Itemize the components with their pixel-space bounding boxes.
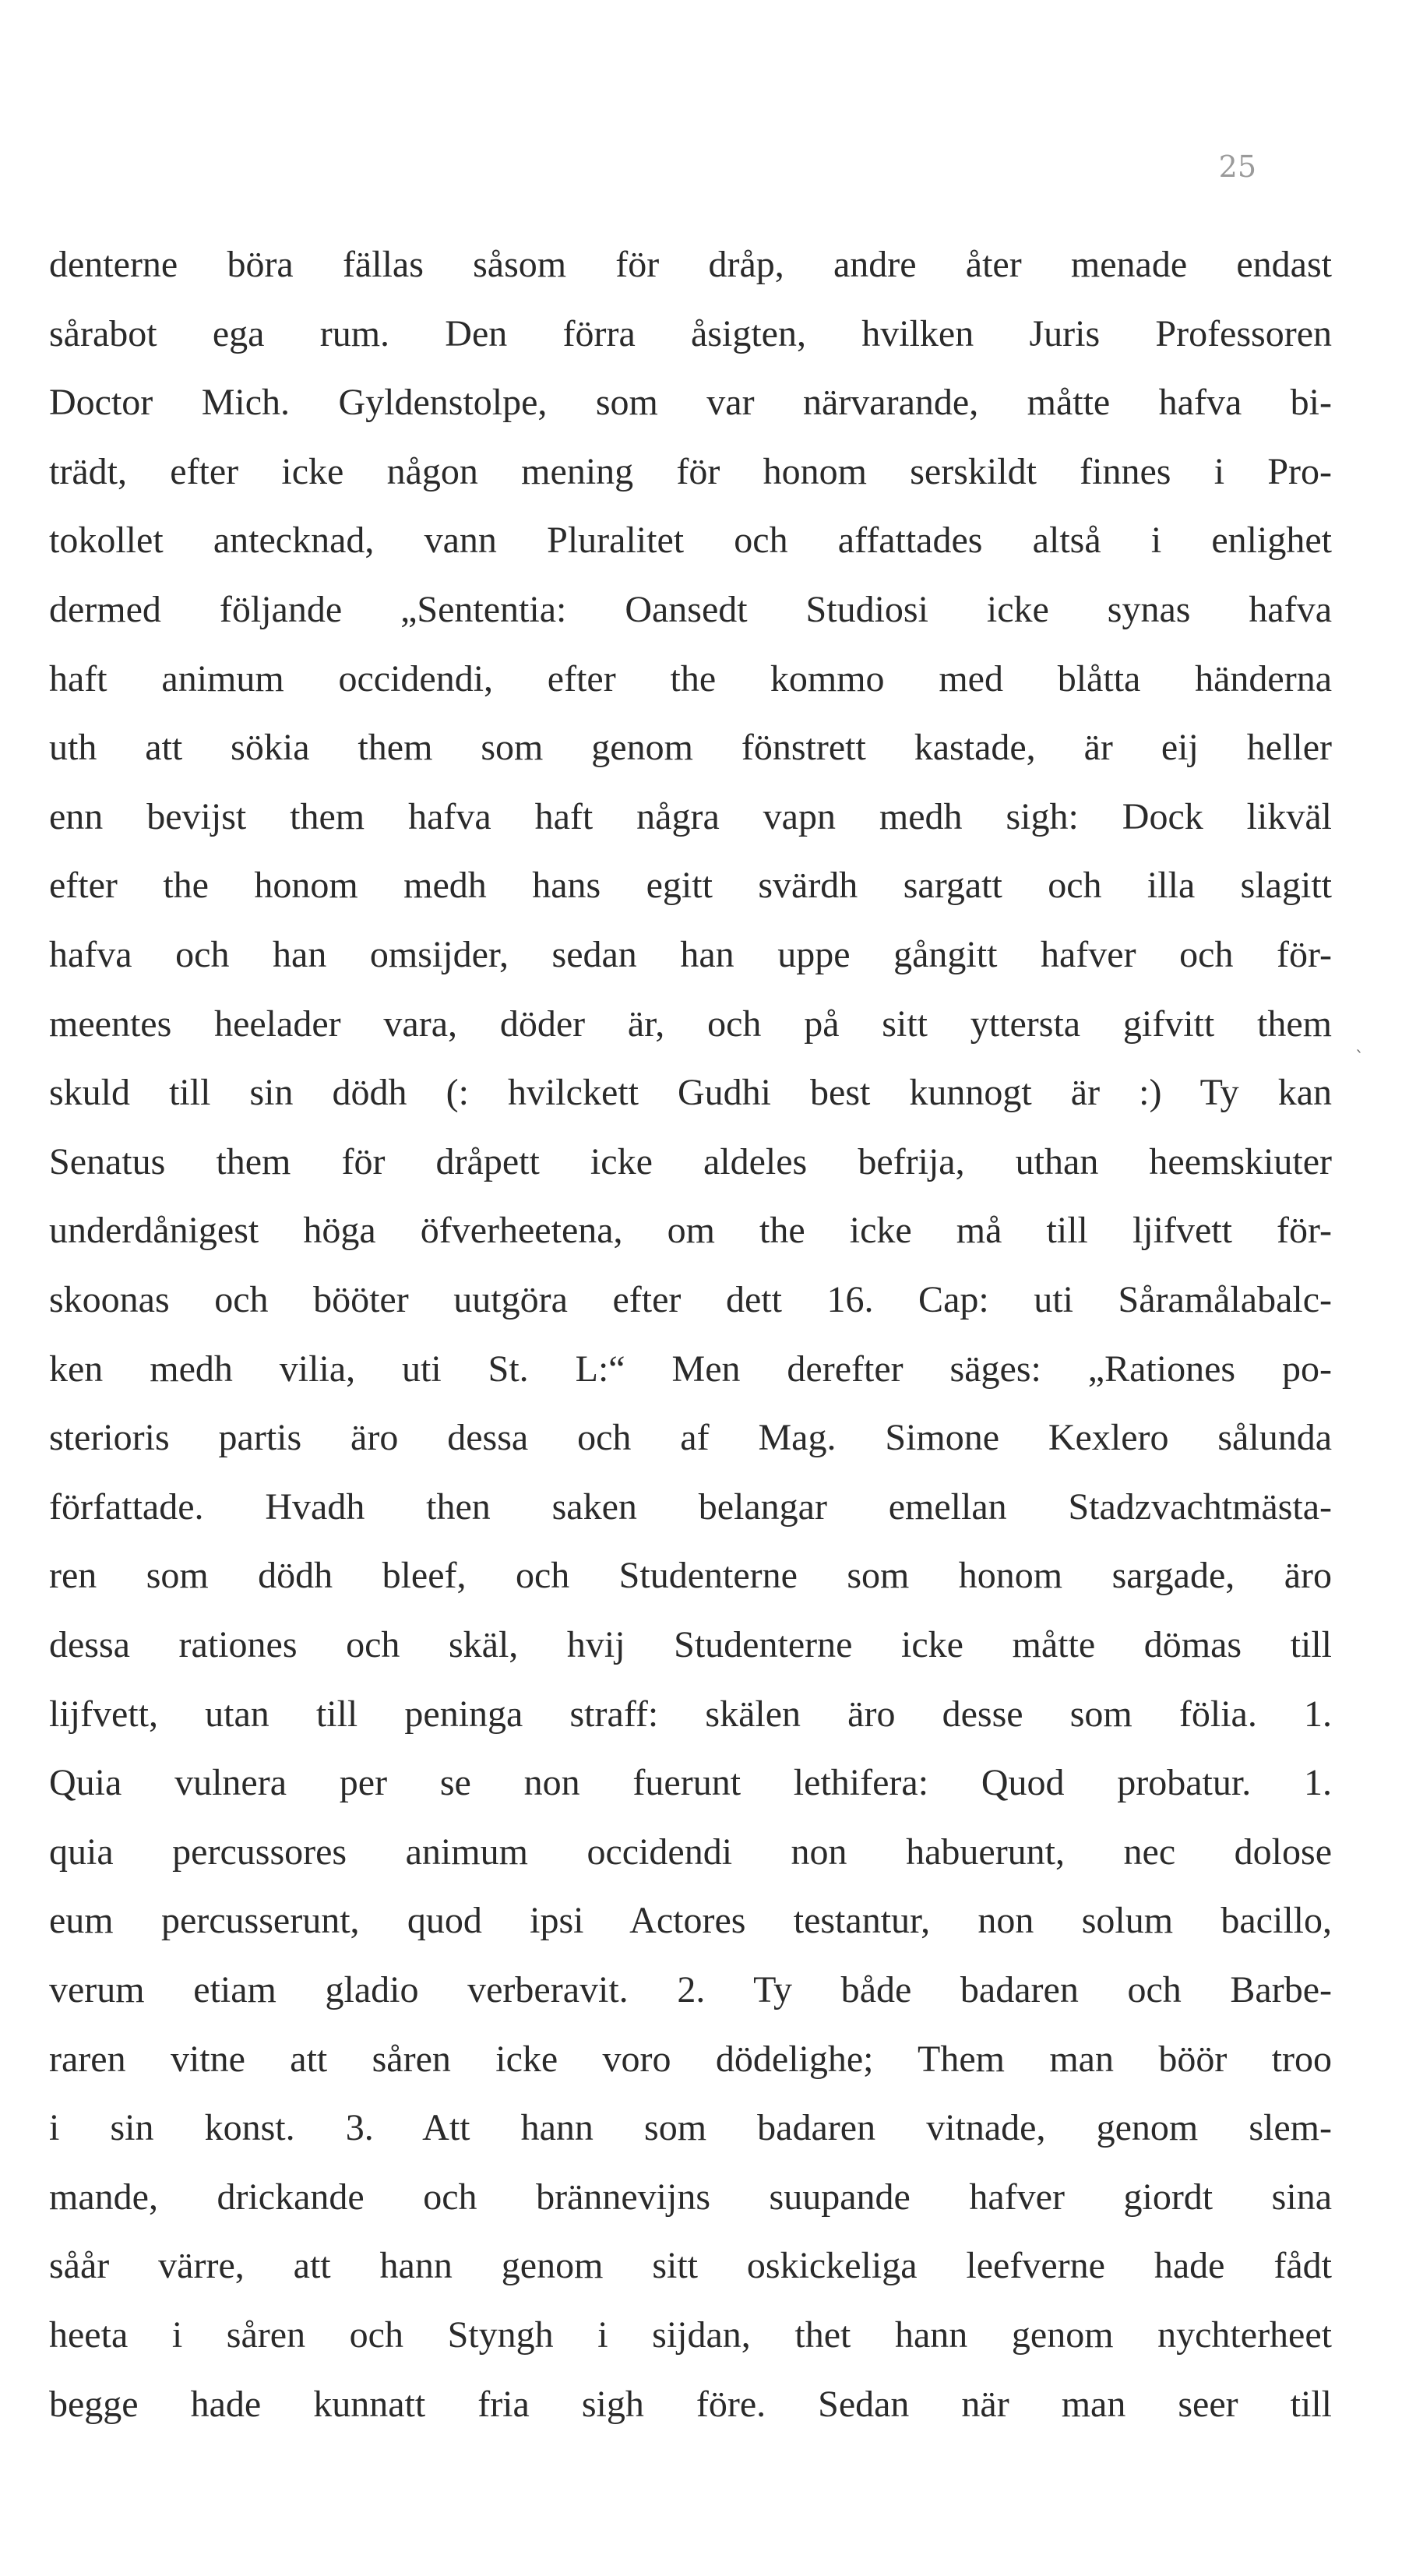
text-line: meentes heelader vara, döder är, och på sitt yttersta gifvitt them — [49, 1003, 1332, 1045]
text-line: såår värre, att hann genom sitt oskickeliga leefverne hade fådt — [49, 2245, 1332, 2287]
text-line: begge hade kunnatt fria sigh före. Sedan när man seer till — [49, 2383, 1332, 2425]
text-line: skoonas och bööter uutgöra efter dett 16. Cap: uti Såramålabalc- — [49, 1279, 1332, 1320]
text-line: författade. Hvadh then saken belangar emellan Stadzvachtmästa- — [49, 1485, 1332, 1528]
text-line: trädt, efter icke någon mening för honom serskildt finnes i Pro- — [49, 450, 1332, 492]
text-line: raren vitne att såren icke voro dödelighe; Them man böör troo — [49, 2038, 1332, 2080]
text-line: ren som dödh bleef, och Studenterne som honom sargade, äro — [49, 1555, 1332, 1597]
text-line: Senatus them för dråpett icke aldeles befrija, uthan heemskiuter — [49, 1140, 1332, 1182]
margin-mark: ˎ — [1355, 1034, 1364, 1053]
text-line: verum etiam gladio verberavit. 2. Ty både badaren och Barbe- — [49, 1969, 1332, 2010]
text-line: Quia vulnera per se non fuerunt lethifera: Quod probatur. 1. — [49, 1762, 1332, 1804]
text-line: hafva och han omsijder, sedan han uppe gångitt hafver och för- — [49, 934, 1332, 975]
text-line: heeta i såren och Styngh i sijdan, thet hann genom nychterheet — [49, 2314, 1332, 2356]
text-line: denterne böra fällas såsom för dråp, andre åter menade endast — [49, 244, 1332, 285]
text-line: haft animum occidendi, efter the kommo med blåtta händerna — [49, 657, 1332, 700]
text-line: mande, drickande och brännevijns suupande hafver giordt sina — [49, 2176, 1332, 2218]
text-line: dessa rationes och skäl, hvij Studenterne icke måtte dömas till — [49, 1624, 1332, 1665]
text-line: uth att sökia them som genom fönstrett kastade, är eij heller — [49, 727, 1332, 769]
text-line: i sin konst. 3. Att hann som badaren vitnade, genom slem- — [49, 2107, 1332, 2149]
text-line: eum percusserunt, quod ipsi Actores testantur, non solum bacillo, — [49, 1900, 1332, 1942]
text-line: underdånigest höga öfverheetena, om the icke må till ljifvett för- — [49, 1210, 1332, 1252]
text-line: efter the honom medh hans egitt svärdh sargatt och illa slagitt — [49, 865, 1332, 907]
text-line: lijfvett, utan till peninga straff: skälen äro desse som fölia. 1. — [49, 1693, 1332, 1735]
text-line: skuld till sin dödh (: hvilckett Gudhi best kunnogt är :) Ty kan — [49, 1072, 1332, 1114]
text-line: Doctor Mich. Gyldenstolpe, som var närvarande, måtte hafva bi- — [49, 382, 1332, 424]
text-line: enn bevijst them hafva haft några vapn medh sigh: Dock likväl — [49, 795, 1332, 837]
text-line: ken medh vilia, uti St. L:“ Men derefter säges: „Rationes po- — [49, 1348, 1332, 1390]
text-line: sårabot ega rum. Den förra åsigten, hvilken Juris Professoren — [49, 312, 1332, 354]
text-line: dermed följande „Sententia: Oansedt Studiosi icke synas hafva — [49, 589, 1332, 630]
text-line: tokollet antecknad, vann Pluralitet och affattades altså i enlighet — [49, 520, 1332, 562]
text-line: sterioris partis äro dessa och af Mag. Simone Kexlero sålunda — [49, 1417, 1332, 1459]
page-number: 25 — [1218, 150, 1256, 184]
text-line: quia percussores animum occidendi non habuerunt, nec dolose — [49, 1831, 1332, 1873]
